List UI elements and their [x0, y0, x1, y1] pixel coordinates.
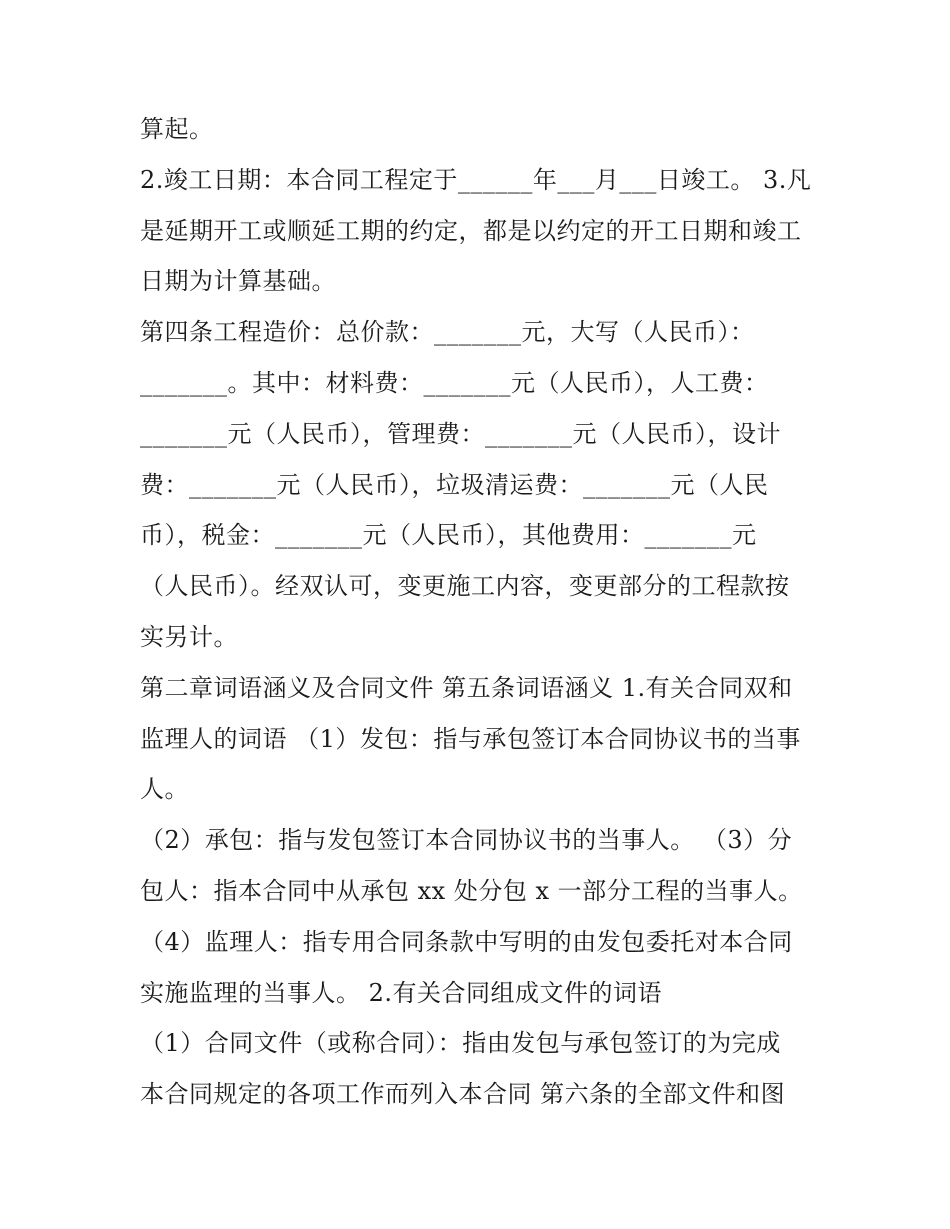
- document-body: [140, 104, 820, 1120]
- text-line: 算起。: [140, 115, 214, 143]
- text-line: （人民币）。经双认可，变更施工内容，变更部分的工程款按: [140, 572, 790, 601]
- text-line: 监理人的词语 （1）发包：指与承包签订本合同协议书的当事: [140, 724, 801, 753]
- text-line: （1）合同文件（或称合同）：指由发包与承包签订的为完成: [140, 1029, 781, 1058]
- text-line: _______元（人民币），管理费：_______元（人民币），设计: [140, 419, 781, 448]
- text-line: _______。其中：材料费：_______元（人民币），人工费：: [140, 368, 769, 397]
- text-line: 实施监理的当事人。 2.有关合同组成文件的词语: [140, 978, 663, 1007]
- text-line: （4）监理人：指专用合同条款中写明的由发包委托对本合同: [140, 927, 793, 956]
- text-line: 人。: [140, 775, 189, 804]
- text-line: 日期为计算基础。: [140, 267, 336, 296]
- text-line: 第四条工程造价：总价款：_______元，大写（人民币）：: [140, 318, 755, 347]
- text-line: 币），税金：_______元（人民币），其他费用：_______元: [140, 521, 757, 550]
- text-line: 实另计。: [140, 622, 238, 651]
- text-line: 费：_______元（人民币），垃圾清运费：_______元（人民: [140, 470, 769, 499]
- text-line: 本合同规定的各项工作而列入本合同 第六条的全部文件和图: [140, 1080, 786, 1109]
- text-line: 2.竣工日期：本合同工程定于______年___月___日竣工。 3.凡: [140, 165, 812, 194]
- text-line: 是延期开工或顺延工期的约定，都是以约定的开工日期和竣工: [140, 216, 802, 245]
- text-line: （2）承包：指与发包签订本合同协议书的当事人。 （3）分: [140, 826, 793, 855]
- text-line: 第二章词语涵义及合同文件 第五条词语涵义 1.有关合同双和: [140, 673, 793, 702]
- text-line: 包人：指本合同中从承包 xx 处分包 x 一部分工程的当事人。: [140, 876, 803, 905]
